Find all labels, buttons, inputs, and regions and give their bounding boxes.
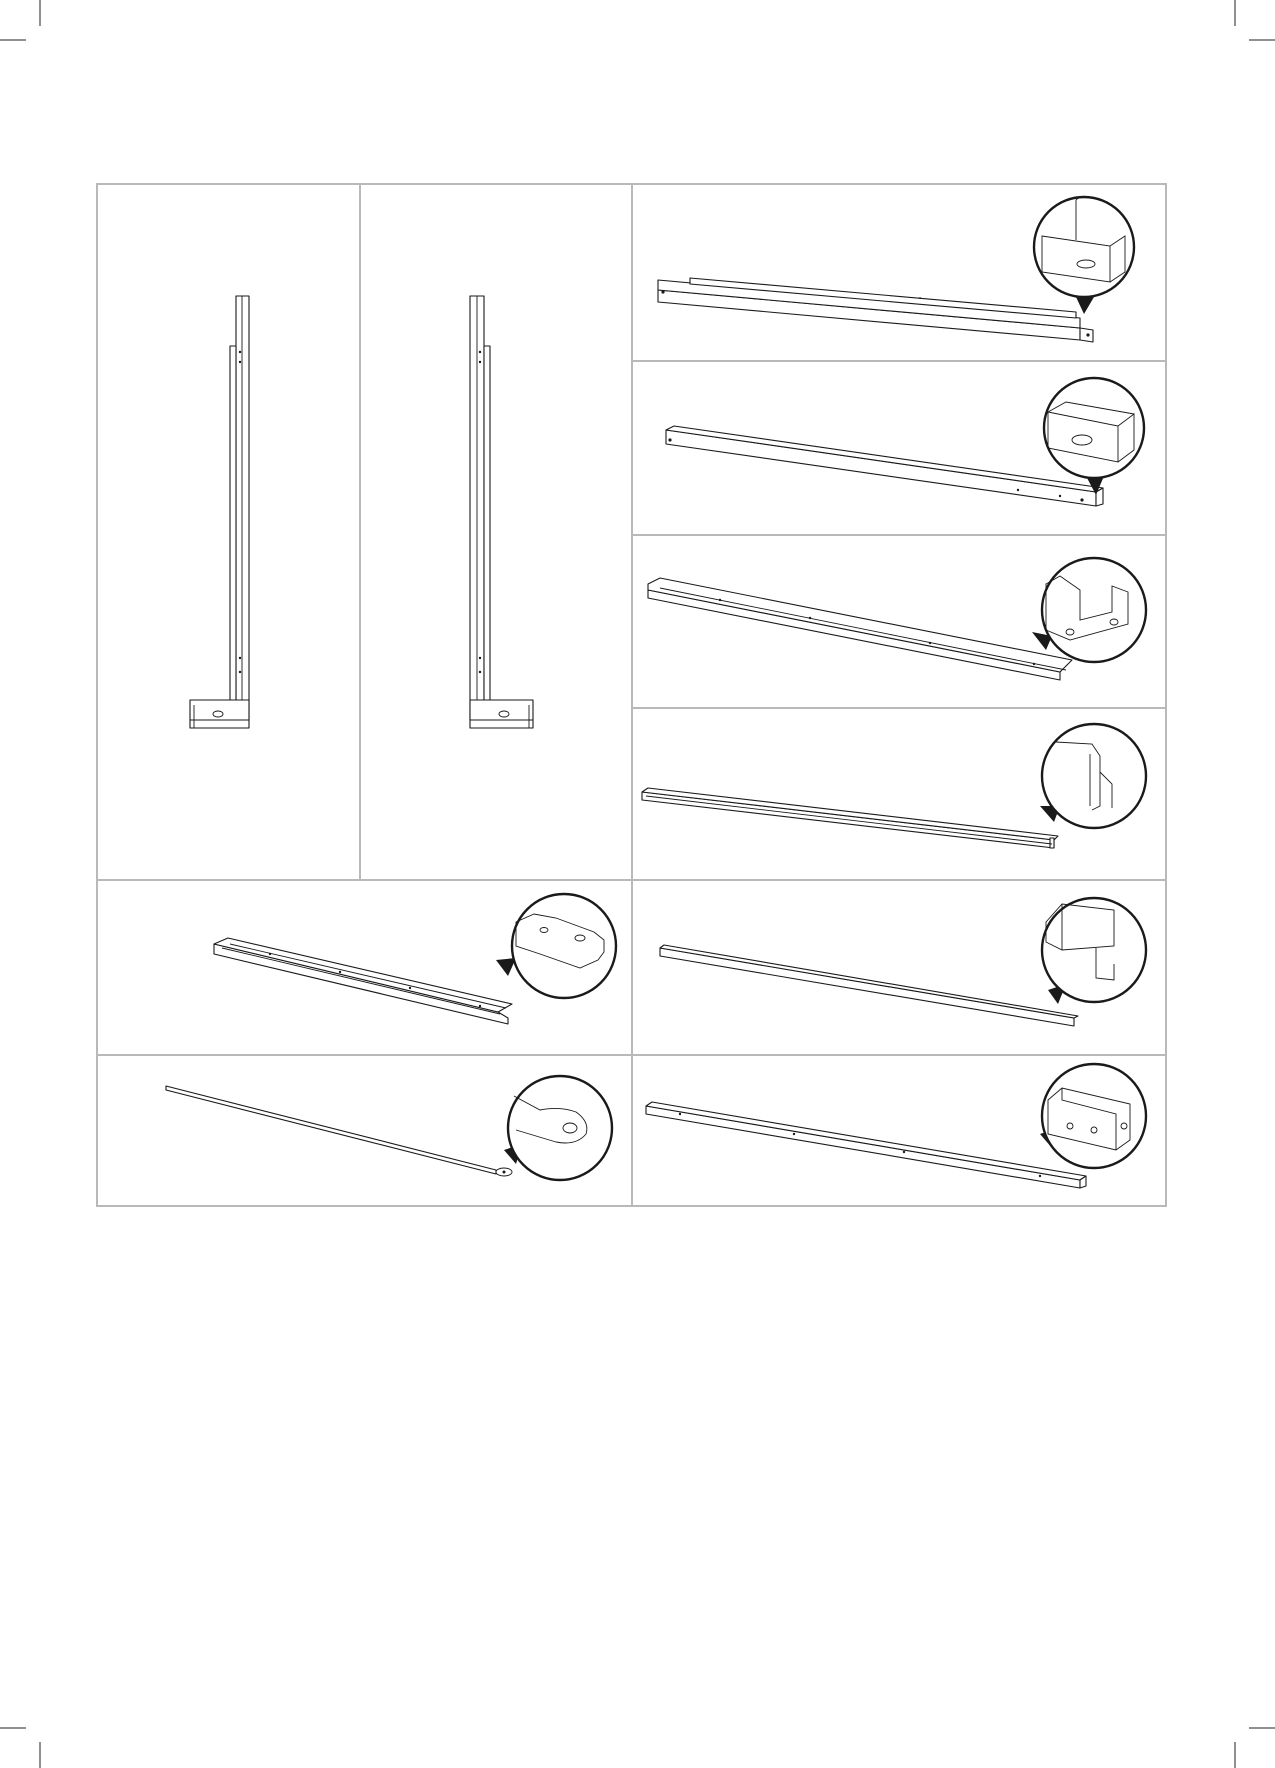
- double-channel-end-detail-icon: [1032, 558, 1146, 662]
- hook-profile-detail-icon: [1040, 724, 1146, 828]
- part-post-left: [190, 296, 249, 728]
- flange-detail-icon: [496, 894, 616, 998]
- part-post-right: [470, 296, 533, 728]
- slot-hole-end-detail-icon: [1044, 378, 1144, 495]
- part-rail-e: [214, 938, 512, 1024]
- slot-hole-end-detail-icon: [1034, 197, 1134, 314]
- part-beam-a: [658, 278, 1093, 342]
- rod-eye-detail-icon: [504, 1076, 612, 1180]
- part-rod-g: [166, 1086, 512, 1176]
- part-rail-c: [648, 578, 1072, 680]
- part-beam-h: [646, 1102, 1086, 1188]
- part-rail-d: [642, 788, 1058, 848]
- perforated-end-detail-icon: [1040, 1064, 1146, 1168]
- part-rail-f: [660, 945, 1078, 1026]
- square-profile-detail-icon: [1042, 898, 1146, 1004]
- parts-grid: [97, 184, 1166, 1206]
